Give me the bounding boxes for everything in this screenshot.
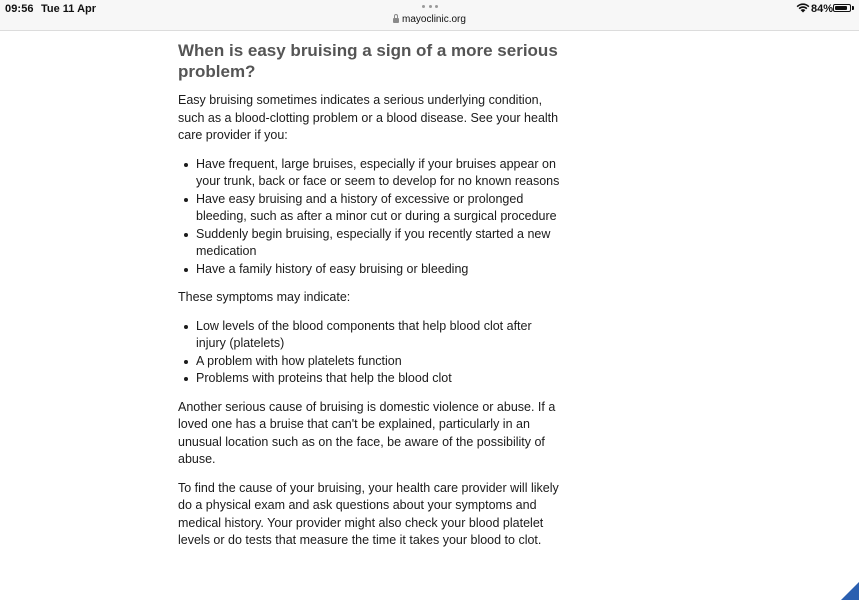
url-text: mayoclinic.org: [402, 14, 466, 25]
warning-signs-list: [178, 156, 563, 279]
article-heading: When is easy bruising a sign of a more serious problem?: [178, 41, 558, 81]
list-item-text: Have a family history of easy bruising or bleeding: [196, 261, 469, 276]
battery-fill: [835, 6, 847, 10]
battery-tip: [852, 6, 854, 10]
battery-percentage: 84%: [811, 3, 834, 15]
list-item: [196, 318, 563, 353]
list-item-text: A problem with how platelets function: [196, 353, 402, 368]
battery-icon: [833, 4, 851, 12]
list-item: [196, 191, 563, 226]
address-bar[interactable]: [0, 14, 859, 25]
list-item-text: Low levels of the blood components that help blood clot after injury (platelets): [196, 318, 532, 350]
intro-paragraph: Easy bruising sometimes indicates a serious underlying condition, such as a blood-clotting problem or a blood disease. See your health care provider if you:: [178, 93, 559, 142]
list-item: [196, 156, 563, 191]
list-item-text: Suddenly begin bruising, especially if you recently started a new medication: [196, 226, 551, 258]
corner-accent[interactable]: [841, 582, 859, 600]
bullet-icon: [184, 163, 188, 167]
list-item: [196, 226, 563, 261]
bullet-icon: [184, 198, 188, 202]
list-item: [196, 353, 563, 371]
bullet-icon: [184, 268, 188, 272]
list-item-text: Problems with proteins that help the blood clot: [196, 371, 452, 385]
bullet-icon: [184, 233, 188, 237]
list-item: [196, 261, 563, 279]
status-time: 09:56: [5, 3, 34, 15]
diagnosis-paragraph: To find the cause of your bruising, your health care provider will likely do a physical exam and ask questions about your symptoms and medical history. Your provider might also check your blood platelet levels or do tests that measure the time it takes your blood to clot.: [178, 480, 559, 547]
article-content: [178, 40, 563, 561]
abuse-paragraph: Another serious cause of bruising is domestic violence or abuse. If a loved one has a bruise that can't be explained, particularly in an unusual location such as on the face, be aware of the possibility of abuse.: [178, 399, 556, 466]
symptoms-intro: These symptoms may indicate:: [178, 290, 351, 304]
list-item-text: Have frequent, large bruises, especially if your bruises appear on your trunk, back or face or seem to develop for no known reasons: [196, 156, 560, 188]
bullet-icon: [184, 377, 188, 381]
bullet-icon: [184, 325, 188, 329]
status-and-url-bar: [0, 0, 859, 31]
list-item: [196, 370, 563, 388]
bullet-icon: [184, 360, 188, 364]
list-item-text: Have easy bruising and a history of excessive or prolonged bleeding, such as after a minor cut or during a surgical procedure: [196, 191, 557, 223]
wifi-icon: [796, 3, 810, 13]
status-date: Tue 11 Apr: [41, 3, 97, 15]
lock-icon: [393, 18, 399, 23]
symptoms-list: [178, 318, 563, 388]
multitask-dots-icon[interactable]: [422, 5, 438, 8]
